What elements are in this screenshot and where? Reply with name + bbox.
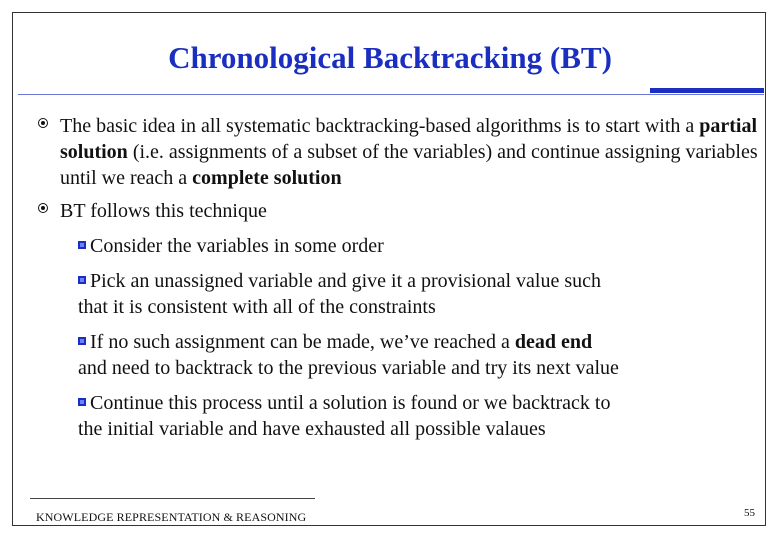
bullet-text: BT follows this technique [60, 200, 267, 222]
sub-bullet-text: Consider the variables in some order [90, 235, 384, 257]
bold-term: complete solution [192, 167, 342, 189]
bullet-item [18, 113, 758, 191]
title-accent-bar [650, 88, 764, 93]
square-bullet-icon [78, 398, 86, 406]
text-run: If no such assignment can be made, we’ve reached a [90, 331, 515, 353]
sub-bullet-text: Pick an unassigned variable and give it a provisional value such [90, 270, 601, 292]
bold-term: partial solution [60, 115, 758, 163]
square-bullet-icon [78, 337, 86, 345]
bullet-text [60, 115, 758, 189]
sub-bullet-item [18, 329, 758, 381]
sub-bullet-text-cont: that it is consistent with all of the constraints [78, 296, 436, 318]
sub-bullet-item [18, 390, 758, 442]
slide-title: Chronological Backtracking (BT) [168, 40, 612, 75]
bold-term: dead end [514, 331, 593, 353]
bullet-item [18, 198, 758, 442]
title-underline [18, 94, 764, 95]
sub-bullet-text [90, 329, 758, 355]
sub-bullet-text: Continue this process until a solution is found or we backtrack to [90, 392, 611, 414]
round-bullet-icon [38, 203, 48, 213]
square-bullet-icon [78, 241, 86, 249]
square-bullet-icon [78, 276, 86, 284]
text-run: The basic idea in all systematic backtracking-based algorithms is to start with a [60, 115, 700, 137]
sub-bullet-item [18, 233, 758, 259]
sub-bullet-item [18, 268, 758, 320]
sub-bullet-text-cont: the initial variable and have exhausted all possible valaues [78, 418, 546, 440]
sub-bullet-text-cont: and need to backtrack to the previous variable and try its next value [78, 357, 619, 379]
text-run: (i.e. assignments of a subset of the variables) and continue assigning variables until we reach a [60, 141, 758, 189]
footer-course-title: KNOWLEDGE REPRESENTATION & REASONING [36, 510, 307, 524]
slide-body [18, 113, 758, 449]
page-number: 55 [744, 507, 755, 519]
footer-divider [30, 498, 315, 499]
round-bullet-icon [38, 118, 48, 128]
